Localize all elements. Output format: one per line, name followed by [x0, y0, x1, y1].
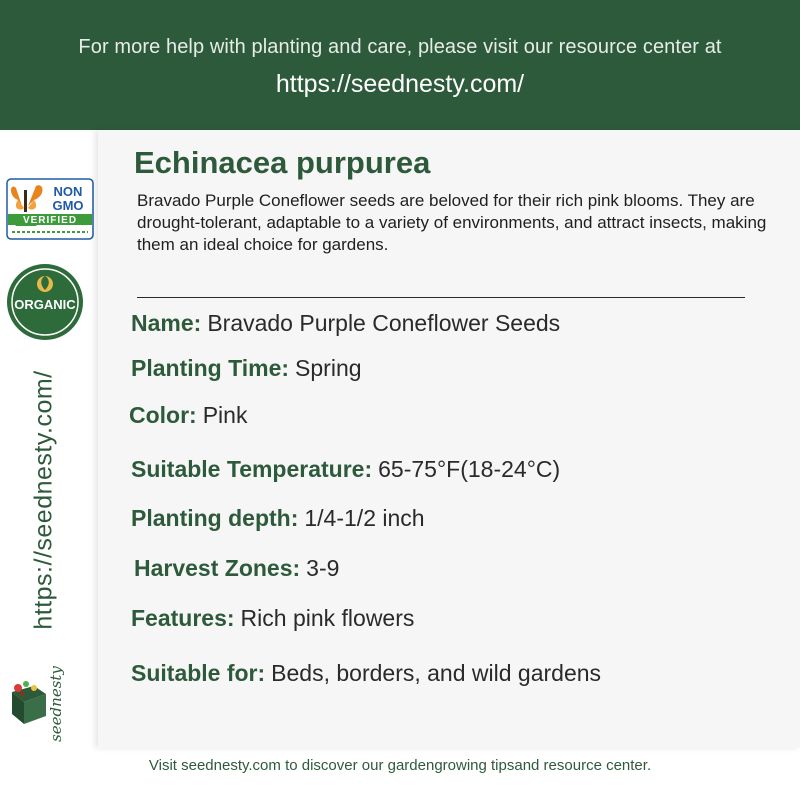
spec-label: Harvest Zones: [134, 555, 301, 581]
product-description: Bravado Purple Coneflower seeds are beloved for their rich pink blooms. They are drought-tolerant, adaptable to a variety of environments, and attract insects, making them an ideal choice for gardens. [137, 191, 767, 254]
seednesty-logo-text: seednesty [47, 666, 65, 742]
spec-label: Name: [131, 310, 202, 336]
spec-row-features [131, 605, 414, 632]
organic-badge [5, 262, 85, 342]
spec-value: Bravado Purple Coneflower Seeds [207, 310, 561, 336]
top-banner [0, 0, 800, 130]
spec-label: Suitable for: [131, 660, 266, 686]
spec-row-color [129, 402, 247, 429]
footer-text: Visit seednesty.com to discover our gardengrowing tipsand resource center. [148, 757, 652, 774]
spec-value: Pink [202, 402, 248, 428]
spec-value: Rich pink flowers [240, 605, 415, 631]
spec-value: 65-75°F(18-24°C) [378, 456, 561, 482]
banner-url-link[interactable]: https://seednesty.com/ [275, 70, 525, 98]
spec-value: 1/4-1/2 inch [304, 505, 425, 531]
spec-row-name [131, 310, 560, 337]
vertical-url-link[interactable]: https://seednesty.com/ [29, 370, 58, 630]
spec-row-suitable-for [131, 660, 601, 687]
spec-label: Suitable Temperature: [131, 456, 373, 482]
spec-label: Color: [129, 402, 197, 428]
organic-text: ORGANIC [14, 297, 76, 312]
spec-label: Planting depth: [131, 505, 299, 531]
non-gmo-verified-badge [6, 178, 94, 240]
nongmo-verified-text: VERIFIED [22, 215, 78, 226]
spec-value: Beds, borders, and wild gardens [271, 660, 602, 686]
spec-row-temperature [131, 456, 560, 483]
product-title: Echinacea purpurea [134, 145, 431, 180]
nongmo-gmo-text: GMO [52, 198, 84, 213]
divider [137, 297, 745, 298]
nongmo-non-text: NON [53, 184, 83, 199]
spec-value: 3-9 [306, 555, 340, 581]
spec-row-harvest-zones [134, 555, 339, 582]
leaf-icon [37, 276, 53, 292]
spec-label: Features: [131, 605, 235, 631]
spec-label: Planting Time: [131, 355, 290, 381]
banner-help-text: For more help with planting and care, please visit our resource center at [78, 36, 722, 58]
spec-row-planting-time [131, 355, 362, 382]
seednesty-logo-icon [6, 664, 76, 744]
spec-value: Spring [295, 355, 362, 381]
spec-row-planting-depth [131, 505, 425, 532]
